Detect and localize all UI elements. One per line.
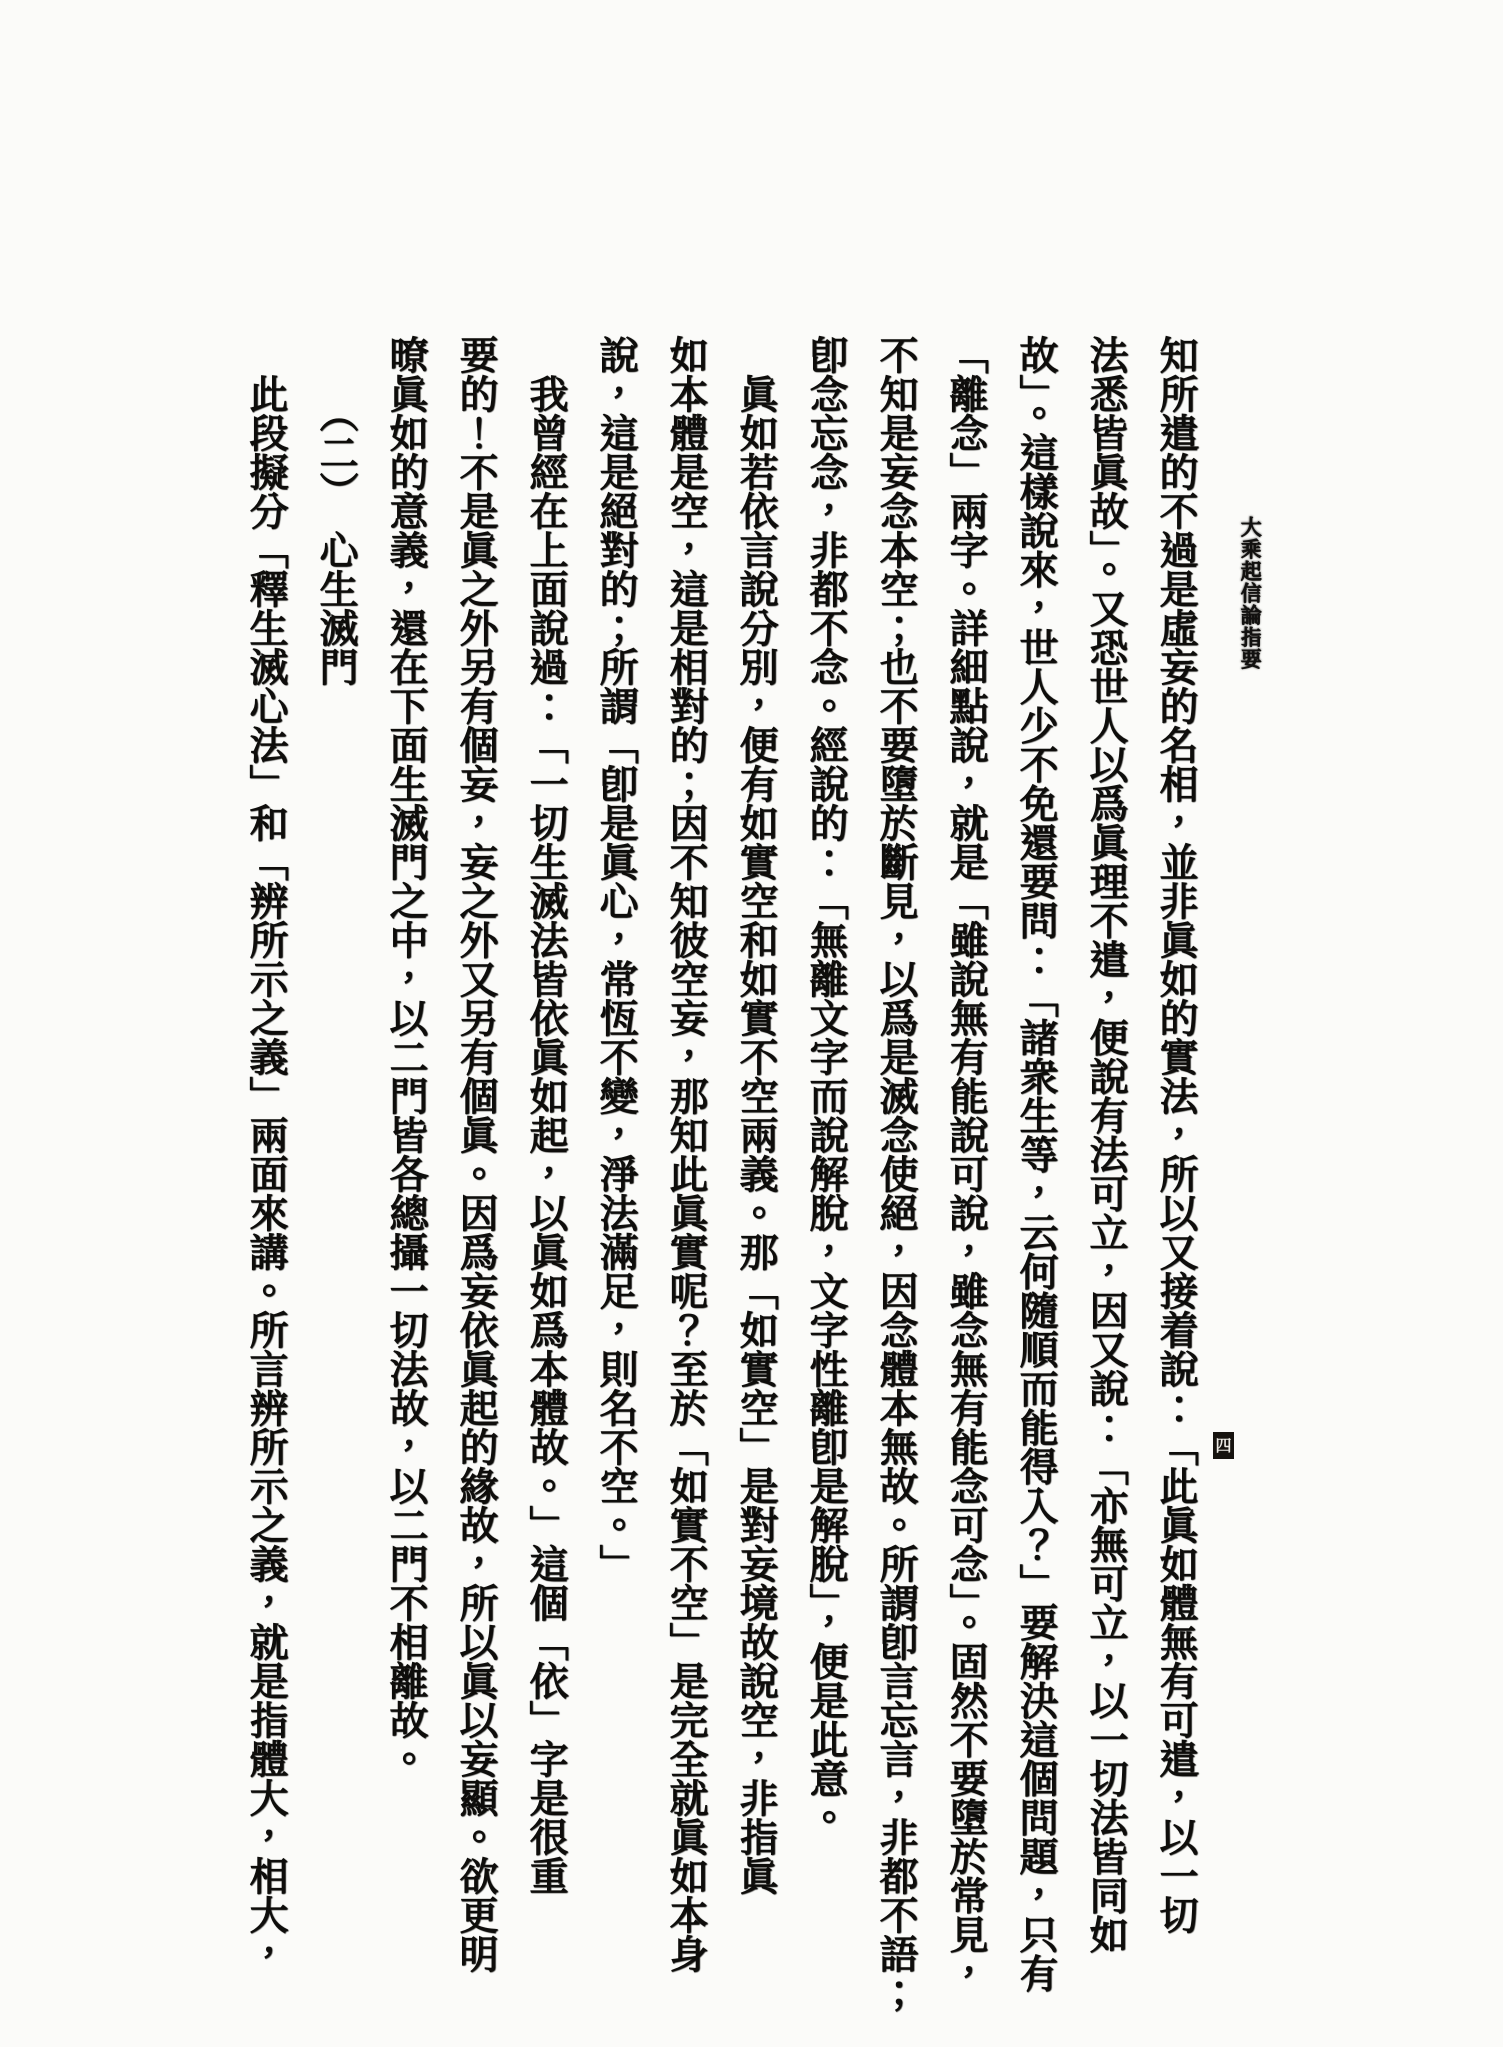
running-title: 大乘起信論指要	[1238, 516, 1263, 670]
text-column-10: 我曾經在上面說過：「一切生滅法皆依眞如起，以眞如爲本體故。」這個「依」字是很重	[523, 335, 569, 1895]
body-text-block	[231, 335, 1211, 2015]
text-column-2: 法悉皆眞故」。又恐世人以爲眞理不遣，便說有法可立，因又說：「亦無可立，以一切法皆同如	[1083, 335, 1129, 1954]
text-column-8: 如本體是空，這是相對的；因不知彼空妄，那知此眞實呢？至於「如實不空」是完全就眞如本身	[663, 335, 709, 1973]
text-column-9: 說，這是絕對的；所謂「卽是眞心，常恆不變，淨法滿足，則名不空。」	[593, 335, 639, 1583]
text-column-5: 不知是妄念本空；也不要墮於斷見，以爲是滅念使絕，因念體本無故。所謂卽言忘言，非都不語；	[873, 335, 919, 2012]
text-column-3: 故」。這樣說來，世人少不免還要問：「諸衆生等，云何隨順而能得入？」要解決這個問題，只有	[1013, 335, 1059, 1993]
text-column-12: 暸眞如的意義，還在下面生滅門之中，以二門皆各總攝一切法故，以二門不相離故。	[383, 335, 429, 1778]
text-column-7: 眞如若依言說分別，便有如實空和如實不空兩義。那「如實空」是對妄境故說空，非指眞	[733, 335, 779, 1895]
section-heading: （二） 心生滅門	[313, 335, 359, 686]
text-column-11: 要的！不是眞之外另有個妄，妄之外又另有個眞。因爲妄依眞起的緣故，所以眞以妄顯。欲更明	[453, 335, 499, 1973]
text-column-4: 「離念」兩字。詳細點說，就是「雖說無有能說可說，雖念無有能念可念」。固然不要墮於常見，	[943, 335, 989, 1993]
text-column-6: 卽念忘念，非都不念。經說的：「無離文字而說解脫，文字性離卽是解脫」，便是此意。	[803, 335, 849, 1837]
text-column-1: 知所遣的不過是虛妄的名相，並非眞如的實法，所以又接着說：「此眞如體無有可遣，以一切	[1153, 335, 1199, 1934]
folio-number: 四	[1213, 1432, 1234, 1459]
text-column-14: 此段擬分「釋生滅心法」和「辨所示之義」兩面來講。所言辨所示之義，就是指體大，相大，	[243, 335, 289, 1973]
